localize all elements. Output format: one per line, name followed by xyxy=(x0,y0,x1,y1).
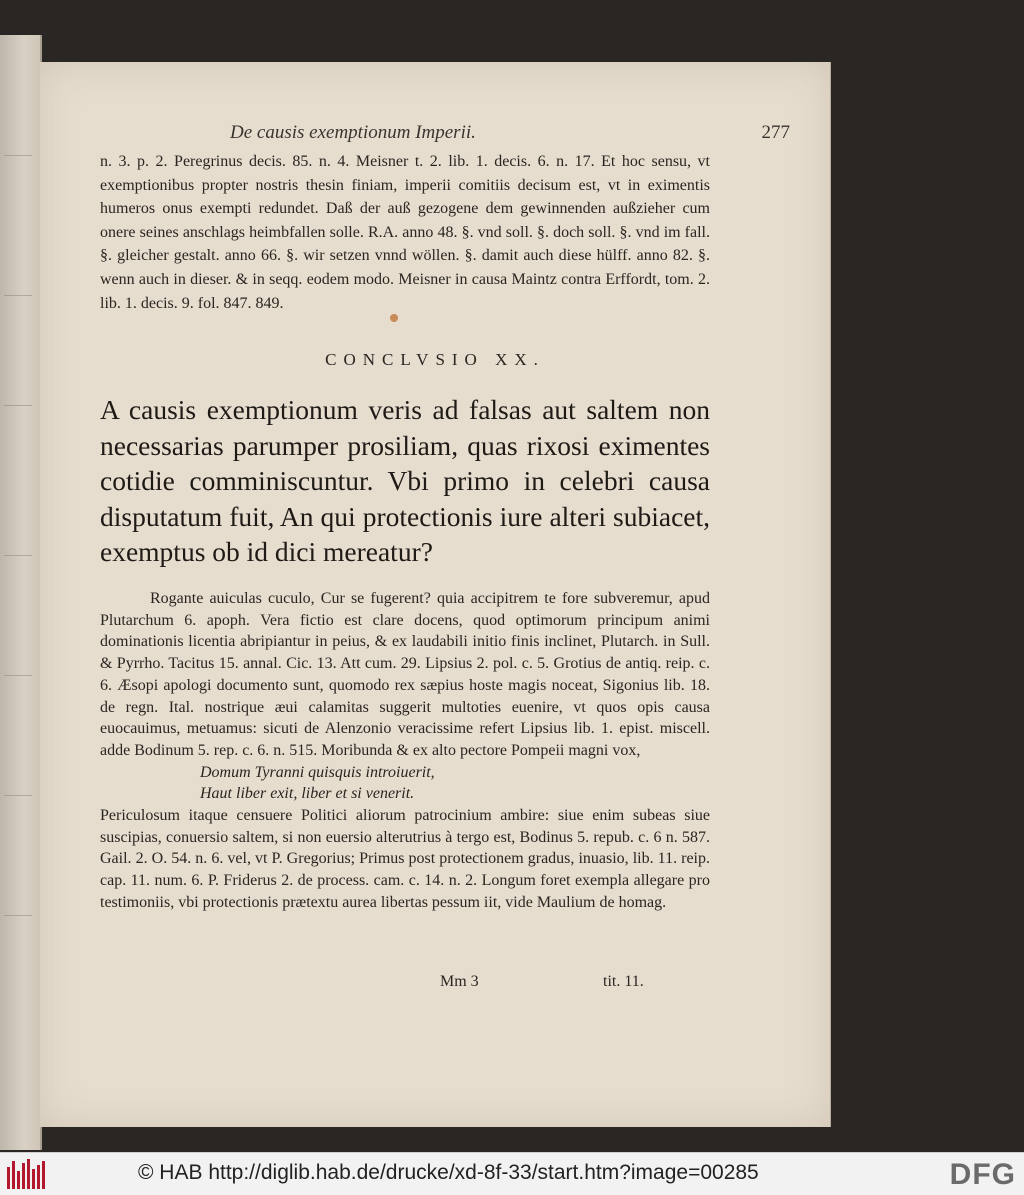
body-text xyxy=(100,588,710,914)
verse-line-2: Haut liber exit, liber et si venerit. xyxy=(200,785,415,803)
running-head-title: De causis exemptionum Imperii. xyxy=(230,122,476,143)
left-page-edge xyxy=(0,35,42,1150)
hab-barcode-icon xyxy=(7,1159,45,1189)
page-number: 277 xyxy=(761,122,790,143)
lead-paragraph: A causis exemptionum veris ad falsas aut saltem non necessarias parumper prosiliam, quas rixosi eximentes cotidie comminiscuntur. Vbi primo in celebri causa disputatum fuit, An qui protectionis iure alteri subiacet, exemptus ob id dici mereatur? xyxy=(100,394,710,567)
footnote-block: n. 3. p. 2. Peregrinus decis. 85. n. 4. Meisner t. 2. lib. 1. decis. 6. n. 17. Et hoc sensu, vt exemptionibus propter nostris thesin finiam, imperii comitiis decisum est, vt in eximentis humeros onus exempti redundet. Daß der auß gezogene dem gewinnenden außzieher cum onere seines anschlags heimbfallen solle. R.A. anno 48. §. vnd soll. §. doch soll. §. vnd im fall. §. gleicher gestalt. anno 66. §. wir setzen vnnd wöllen. §. damit auch diese hülff. anno 82. §. wenn auch in dieser. & in seqq. eodem modo. Meisner in causa Maintz contra Erffordt, tom. 2. lib. 1. decis. 9. fol. 847. 849. xyxy=(100,153,710,312)
book-page xyxy=(40,62,831,1127)
signature-mark: Mm 3 xyxy=(440,973,479,990)
dfg-logo: DFG xyxy=(949,1158,1016,1191)
ink-stain xyxy=(390,314,398,322)
conclusio-heading: CONCLVSIO XX. xyxy=(325,350,545,369)
copyright-url[interactable]: © HAB http://diglib.hab.de/drucke/xd-8f-33/start.htm?image=00285 xyxy=(138,1161,759,1184)
catchword: tit. 11. xyxy=(603,973,644,990)
paragraph-2: Periculosum itaque censuere Politici aliorum patrocinium ambire: siue enim subeas siue suscipias, conuersio saltem, si non euersio alterutrius à tergo est, Bodinus 5. repub. c. 6 n. 587. Gail. 2. O. 54. n. 6. vel, vt P. Gregorius; Primus post protectionem gradus, inuasio, lib. 11. reip. cap. 11. num. 6. P. Friderus 2. de process. cam. c. 14. n. 2. Longum foret exempla allegare pro testimoniis, vbi protectionis prætextu aurea libertas pessum iit, vide Maulium de homag. xyxy=(100,807,710,911)
running-head xyxy=(230,122,790,144)
verse-line-1: Domum Tyranni quisquis introiuerit, xyxy=(200,763,435,781)
viewer-footer xyxy=(0,1152,1024,1195)
paragraph-1: Rogante auiculas cuculo, Cur se fugerent? quia accipitrem te fore subveremur, apud Plutarchum 6. apoph. Vera fictio est clare docens, quod optimorum principum animi dominationis licentia abripiantur in peius, & ex laudabili initio finis inclinet, Plutarch. in Sull. & Pyrrho. Tacitus 15. annal. Cic. 13. Att cum. 29. Lipsius 2. pol. c. 5. Grotius de antiq. reip. c. 6. Æsopi apologi documento sunt, quomodo rex sæpius hoste magis noceat, Sigonius lib. 18. de regn. Ital. nostrique æui calamitas suggerit multoties euenire, vt quos opis causa euocauimus, metuamus: sicuti de Alenzonio veracissime refert Lipsius lib. 1. epist. miscell. adde Bodinum 5. rep. c. 6. n. 515. Moribunda & ex alto pectore Pompeii magni vox, xyxy=(100,590,710,759)
